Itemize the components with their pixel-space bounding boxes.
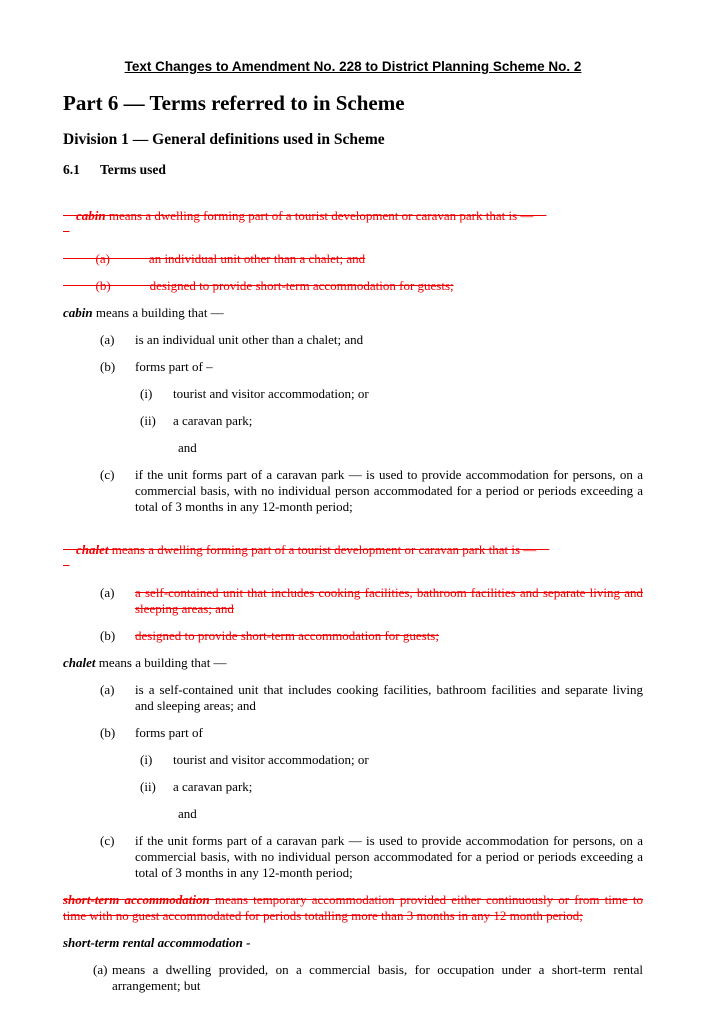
- list-item-text: is an individual unit other than a chalet; and: [135, 332, 364, 347]
- list-marker: (b): [100, 359, 116, 374]
- deleted-term-chalet: chalet: [76, 542, 109, 557]
- list-connector-and: and: [178, 440, 197, 455]
- division-heading: Division 1 — General definitions used in Scheme: [63, 131, 385, 148]
- definition-chalet-text: means a building that —: [95, 655, 227, 670]
- list-marker: (c): [100, 833, 115, 848]
- list-marker: (c): [100, 467, 115, 482]
- definition-chalet-lead: [63, 655, 643, 671]
- definition-cabin-lead: [63, 305, 643, 321]
- term-cabin: cabin: [63, 305, 93, 320]
- definition-short-term-rental-lead: [63, 935, 643, 951]
- section-heading: [63, 162, 643, 178]
- sublist-item-i: [140, 752, 643, 768]
- deleted-definition-short-term-accommodation-text: means temporary accommodation provided either continuously or from time to time with no guest accommodated for periods totalling more than 3 months in any 12 month period;: [63, 892, 643, 923]
- list-marker: (a): [100, 682, 115, 697]
- list-item-a: [100, 332, 643, 348]
- list-item-text: a caravan park;: [173, 413, 253, 428]
- list-item-b: [100, 725, 643, 741]
- list-marker: (i): [140, 386, 153, 401]
- deleted-definition-short-term-accommodation: [63, 892, 643, 924]
- list-item-text: is a self-contained unit that includes cooking facilities, bathroom facilities and separate living and sleeping areas; and: [135, 682, 643, 713]
- list-item-text: if the unit forms part of a caravan park — is used to provide accommodation for persons, on a commercial basis, with no individual person accommodated for a period or periods exceeding a total of 3 months in any 12-month period;: [135, 833, 643, 880]
- list-marker: (a): [100, 585, 115, 600]
- sublist-item-ii: [140, 779, 643, 795]
- term-chalet: chalet: [63, 655, 96, 670]
- list-item-a: [100, 682, 643, 714]
- list-item-text: a caravan park;: [173, 779, 253, 794]
- list-marker: (ii): [140, 779, 156, 794]
- list-item-a: [93, 962, 643, 994]
- deleted-definition-chalet-lead: [63, 526, 643, 574]
- sublist-item-ii: [140, 413, 643, 429]
- list-item-text: tourist and visitor accommodation; or: [173, 752, 369, 767]
- list-connector-and: and: [178, 806, 197, 821]
- deleted-list-item-a: (a) an individual unit other than a chalet; and: [63, 251, 366, 266]
- list-marker: (b): [100, 725, 116, 740]
- section-title: Terms used: [100, 162, 166, 177]
- list-item-c: [100, 467, 643, 515]
- list-marker: (ii): [140, 413, 156, 428]
- deleted-list-item-b: [100, 628, 643, 644]
- list-marker: (i): [140, 752, 153, 767]
- part-heading: Part 6 — Terms referred to in Scheme: [63, 91, 405, 115]
- deleted-term-cabin: cabin: [76, 208, 106, 223]
- list-item-text: forms part of –: [135, 359, 213, 374]
- list-item-text: tourist and visitor accommodation; or: [173, 386, 369, 401]
- list-marker: (b): [100, 628, 116, 643]
- list-item-c: [100, 833, 643, 881]
- deleted-definition-chalet-text: means a dwelling forming part of a tourist development or caravan park that is —: [108, 542, 550, 557]
- deleted-term-short-term-accommodation: short-term accommodation: [63, 892, 210, 907]
- list-item-text: if the unit forms part of a caravan park — is used to provide accommodation for persons, on a commercial basis, with no individual person accommodated for a period or periods exceeding a total of 3 months in any 12-month period;: [135, 467, 643, 514]
- sublist-item-i: [140, 386, 643, 402]
- deleted-definition-cabin-lead: [63, 192, 643, 240]
- list-item-text: forms part of: [135, 725, 203, 740]
- deleted-list-item-text: a self-contained unit that includes cooking facilities, bathroom facilities and separate living and sleeping areas; and: [135, 585, 643, 616]
- deleted-list-item-a: [100, 585, 643, 617]
- term-short-term-rental-accommodation: short-term rental accommodation -: [63, 935, 251, 950]
- deleted-definition-cabin-text: means a dwelling forming part of a tourist development or caravan park that is —: [105, 208, 547, 223]
- deleted-list-item-b: (b) designed to provide short-term accommodation for guests;: [63, 278, 454, 293]
- deleted-list-item-text: designed to provide short-term accommodation for guests;: [135, 628, 439, 643]
- definition-cabin-text: means a building that —: [92, 305, 224, 320]
- section-number: 6.1: [63, 162, 80, 177]
- list-item-text: means a dwelling provided, on a commercial basis, for occupation under a short-term rental arrangement; but: [112, 962, 643, 993]
- list-marker: (a): [93, 962, 108, 977]
- list-item-b: [100, 359, 643, 375]
- document-title: Text Changes to Amendment No. 228 to District Planning Scheme No. 2: [124, 59, 582, 74]
- list-marker: (a): [100, 332, 115, 347]
